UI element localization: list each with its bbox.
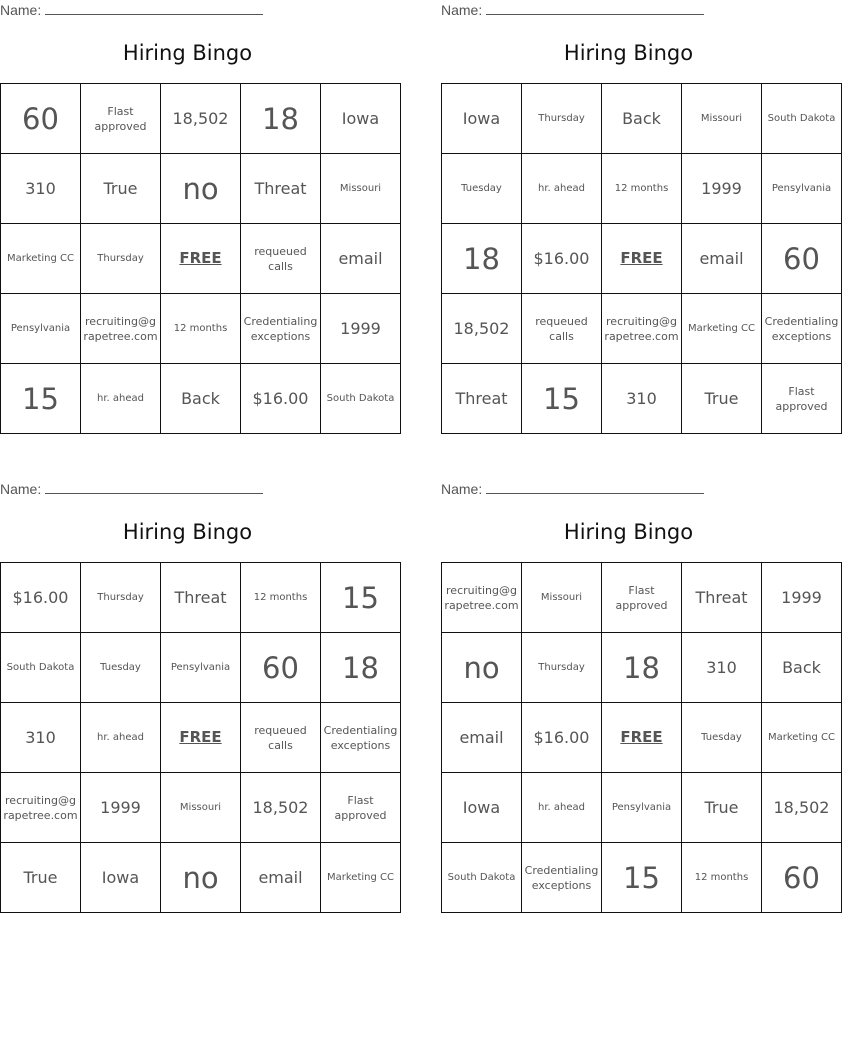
bingo-cell: Pensylvania [602, 773, 682, 843]
bingo-cell: 18 [442, 224, 522, 294]
bingo-cell: 12 months [602, 154, 682, 224]
bingo-cell: recruiting@grapetree.com [602, 294, 682, 364]
bingo-cell: Credentialing exceptions [762, 294, 842, 364]
bingo-cell: 310 [602, 364, 682, 434]
bingo-cell: no [442, 633, 522, 703]
bingo-cell: Credentialing exceptions [321, 703, 401, 773]
free-space: FREE [602, 703, 682, 773]
bingo-cell: 15 [321, 563, 401, 633]
bingo-cell: requeued calls [522, 294, 602, 364]
bingo-cell: 310 [1, 703, 81, 773]
bingo-cell: Back [161, 364, 241, 434]
bingo-cell: no [161, 154, 241, 224]
bingo-cell: Missouri [522, 563, 602, 633]
name-label: Name: [0, 2, 42, 18]
card-title: Hiring Bingo [122, 520, 253, 544]
bingo-cell: requeued calls [241, 703, 321, 773]
name-field [0, 481, 263, 497]
bingo-cell: Missouri [321, 154, 401, 224]
bingo-cell: Threat [682, 563, 762, 633]
bingo-cell: 15 [602, 843, 682, 913]
bingo-cell: hr. ahead [522, 773, 602, 843]
bingo-row [1, 773, 401, 843]
bingo-cell: 60 [762, 843, 842, 913]
bingo-cell: 18,502 [762, 773, 842, 843]
bingo-cell: 18,502 [241, 773, 321, 843]
bingo-cell: Marketing CC [762, 703, 842, 773]
bingo-row [1, 633, 401, 703]
bingo-cell: South Dakota [321, 364, 401, 434]
bingo-cell: Iowa [81, 843, 161, 913]
bingo-cell: 1999 [321, 294, 401, 364]
bingo-cell: Credentialing exceptions [522, 843, 602, 913]
bingo-cell: 15 [522, 364, 602, 434]
bingo-row [442, 633, 842, 703]
free-space: FREE [161, 703, 241, 773]
bingo-cell: Flast approved [321, 773, 401, 843]
bingo-cell: Flast approved [81, 84, 161, 154]
bingo-cell: requeued calls [241, 224, 321, 294]
bingo-cell: $16.00 [522, 703, 602, 773]
name-line[interactable] [486, 481, 704, 494]
bingo-cell: Credentialing exceptions [241, 294, 321, 364]
bingo-cell: 18,502 [442, 294, 522, 364]
bingo-row [1, 224, 401, 294]
bingo-cell: Back [602, 84, 682, 154]
bingo-row [442, 364, 842, 434]
bingo-cell: 18 [241, 84, 321, 154]
bingo-row [442, 843, 842, 913]
bingo-cell: Pensylvania [762, 154, 842, 224]
bingo-cell: $16.00 [1, 563, 81, 633]
bingo-cell: email [682, 224, 762, 294]
bingo-row [1, 154, 401, 224]
bingo-cell: 60 [241, 633, 321, 703]
bingo-cell: Thursday [522, 633, 602, 703]
bingo-cell: $16.00 [522, 224, 602, 294]
bingo-cell: Flast approved [762, 364, 842, 434]
bingo-cell: Iowa [442, 84, 522, 154]
bingo-cell: Marketing CC [682, 294, 762, 364]
bingo-cell: 18 [602, 633, 682, 703]
bingo-cell: Threat [241, 154, 321, 224]
bingo-cell: 60 [1, 84, 81, 154]
bingo-cell: recruiting@grapetree.com [442, 563, 522, 633]
bingo-cell: Thursday [522, 84, 602, 154]
bingo-cell: Thursday [81, 563, 161, 633]
name-line[interactable] [45, 481, 263, 494]
bingo-cell: recruiting@grapetree.com [81, 294, 161, 364]
bingo-cell: Marketing CC [1, 224, 81, 294]
bingo-cell: South Dakota [1, 633, 81, 703]
name-field [0, 2, 263, 18]
bingo-cell: 60 [762, 224, 842, 294]
bingo-row [1, 563, 401, 633]
bingo-cell: Missouri [161, 773, 241, 843]
bingo-row [1, 84, 401, 154]
bingo-cell: Thursday [81, 224, 161, 294]
bingo-row [1, 703, 401, 773]
bingo-row [442, 294, 842, 364]
bingo-cell: Flast approved [602, 563, 682, 633]
name-line[interactable] [486, 2, 704, 15]
free-space: FREE [602, 224, 682, 294]
bingo-cell: Iowa [442, 773, 522, 843]
name-label: Name: [441, 2, 483, 18]
bingo-cell: 12 months [161, 294, 241, 364]
bingo-cell: email [241, 843, 321, 913]
bingo-cell: Threat [442, 364, 522, 434]
bingo-cell: 12 months [682, 843, 762, 913]
bingo-row [442, 154, 842, 224]
bingo-cell: Tuesday [81, 633, 161, 703]
name-line[interactable] [45, 2, 263, 15]
bingo-cell: 1999 [682, 154, 762, 224]
bingo-cell: $16.00 [241, 364, 321, 434]
bingo-grid [0, 83, 401, 434]
card-title: Hiring Bingo [122, 41, 253, 65]
bingo-row [442, 703, 842, 773]
bingo-cell: 12 months [241, 563, 321, 633]
bingo-row [442, 84, 842, 154]
bingo-row [442, 773, 842, 843]
name-label: Name: [0, 481, 42, 497]
bingo-cell: hr. ahead [81, 364, 161, 434]
bingo-grid [441, 83, 842, 434]
bingo-row [1, 364, 401, 434]
bingo-cell: email [442, 703, 522, 773]
card-title: Hiring Bingo [563, 520, 694, 544]
bingo-cell: True [682, 773, 762, 843]
bingo-cell: 18 [321, 633, 401, 703]
bingo-cell: hr. ahead [522, 154, 602, 224]
bingo-cell: South Dakota [762, 84, 842, 154]
bingo-cell: 1999 [81, 773, 161, 843]
bingo-row [1, 294, 401, 364]
bingo-cell: Tuesday [442, 154, 522, 224]
bingo-cell: Iowa [321, 84, 401, 154]
bingo-cell: Pensylvania [1, 294, 81, 364]
bingo-cell: email [321, 224, 401, 294]
bingo-cell: Threat [161, 563, 241, 633]
bingo-row [1, 843, 401, 913]
name-field [441, 481, 704, 497]
bingo-grid [441, 562, 842, 913]
free-space: FREE [161, 224, 241, 294]
bingo-cell: hr. ahead [81, 703, 161, 773]
bingo-cell: True [1, 843, 81, 913]
bingo-cell: Marketing CC [321, 843, 401, 913]
bingo-cell: South Dakota [442, 843, 522, 913]
bingo-cell: 310 [682, 633, 762, 703]
bingo-cell: 310 [1, 154, 81, 224]
bingo-cell: Pensylvania [161, 633, 241, 703]
name-label: Name: [441, 481, 483, 497]
bingo-cell: True [682, 364, 762, 434]
bingo-cell: Tuesday [682, 703, 762, 773]
bingo-row [442, 563, 842, 633]
bingo-cell: 1999 [762, 563, 842, 633]
bingo-grid [0, 562, 401, 913]
bingo-cell: 18,502 [161, 84, 241, 154]
bingo-cell: True [81, 154, 161, 224]
bingo-cell: 15 [1, 364, 81, 434]
card-title: Hiring Bingo [563, 41, 694, 65]
name-field [441, 2, 704, 18]
bingo-cell: no [161, 843, 241, 913]
bingo-cell: recruiting@grapetree.com [1, 773, 81, 843]
bingo-cell: Back [762, 633, 842, 703]
bingo-cell: Missouri [682, 84, 762, 154]
bingo-row [442, 224, 842, 294]
